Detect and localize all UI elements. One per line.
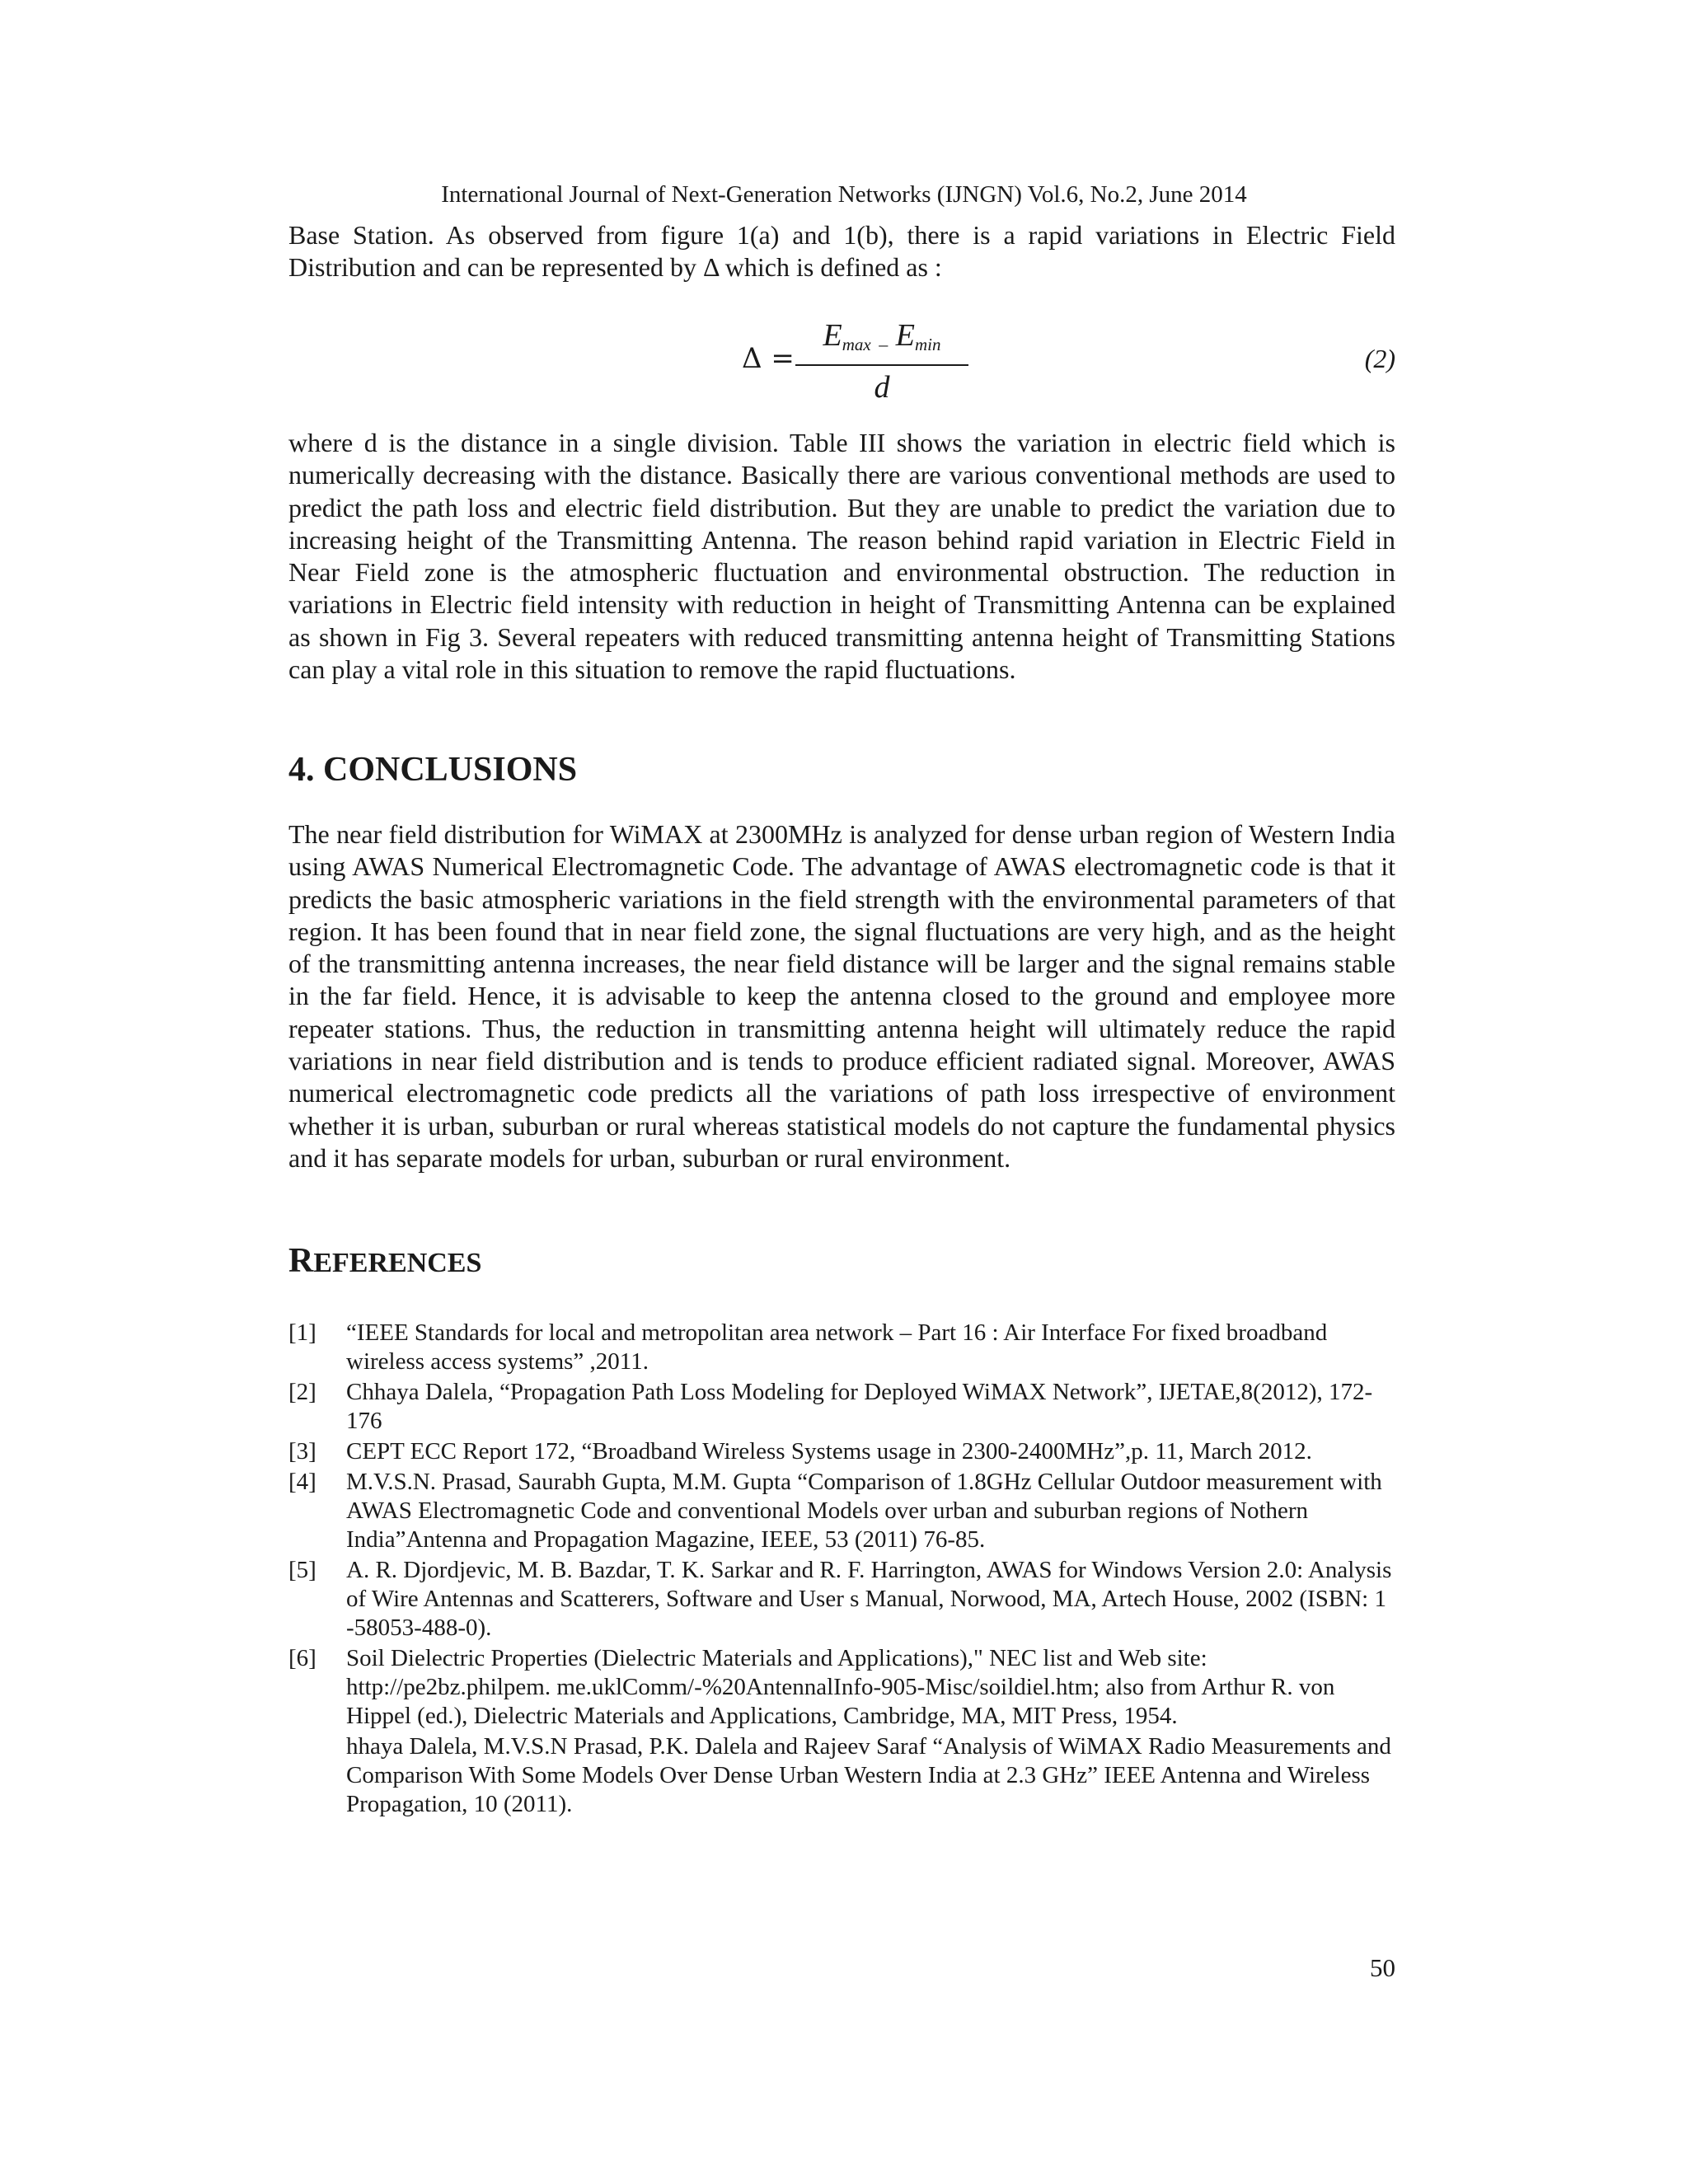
equation-e-min: E bbox=[895, 318, 915, 353]
reference-item bbox=[288, 1556, 1395, 1643]
reference-text: M.V.S.N. Prasad, Saurabh Gupta, M.M. Gupta “Comparison of 1.8GHz Cellular Outdoor measurement with AWAS Electromagnetic Code and conventional Models over urban and suburban regions of Nothern India”Antenna and Propagation Magazine, IEEE, 53 (2011) 76-85. bbox=[346, 1469, 1382, 1553]
equation-fraction-bar bbox=[795, 364, 968, 366]
reference-text: Soil Dielectric Properties (Dielectric Materials and Applications)," NEC list and Web site: http://pe2bz.philpem. me.uklComm/-%20AntennalInfo-905-Misc/soildiel.htm; also from Arthur R. von Hippel (ed.), Dielectric Materials and Applications, Cambridge, MA, MIT Press, 1954. bbox=[346, 1645, 1335, 1729]
reference-item bbox=[288, 1378, 1395, 1436]
equation-number: (2) bbox=[1364, 344, 1395, 373]
where-paragraph: where d is the distance in a single division. Table III shows the variation in electric field which is numerically decreasing with the distance. Basically there are various conventional methods are used to predict the path loss and electric field distribution. But they are unable to predict the variation due to increasing height of the Transmitting Antenna. The reason behind rapid variation in Electric Field in Near Field zone is the atmospheric fluctuation and environmental obstruction. The reduction in variations in Electric field intensity with reduction in height of Transmitting Antenna can be explained as shown in Fig 3. Several repeaters with reduced transmitting antenna height of Transmitting Stations can play a vital role in this situation to remove the rapid fluctuations. bbox=[288, 428, 1395, 685]
equation-sub-max: max bbox=[842, 335, 871, 354]
reference-number: [6] bbox=[288, 1645, 316, 1671]
references-list bbox=[288, 1319, 1395, 1819]
equation-denominator: d bbox=[874, 370, 890, 405]
page-number: 50 bbox=[1370, 1953, 1395, 1982]
equation-minus: – bbox=[879, 334, 889, 354]
reference-text: “IEEE Standards for local and metropolitan area network – Part 16 : Air Interface For fixed broadband wireless access systems” ,2011. bbox=[346, 1319, 1328, 1375]
equation-e-max: E bbox=[823, 318, 842, 353]
reference-continuation: hhaya Dalela, M.V.S.N Prasad, P.K. Dalela and Rajeev Saraf “Analysis of WiMAX Radio Measurements and Comparison With Some Models Over Dense Urban Western India at 2.3 GHz” IEEE Antenna and Wireless Propagation, 10 (2011). bbox=[346, 1733, 1391, 1817]
conclusions-heading: 4. CONCLUSIONS bbox=[288, 751, 578, 789]
equation-fraction bbox=[795, 317, 968, 404]
references-heading-initial: R bbox=[288, 1242, 314, 1280]
equation-2 bbox=[288, 317, 1395, 408]
intro-paragraph: Base Station. As observed from figure 1(a) and 1(b), there is a rapid variations in Electric Field Distribution and can be represented by Δ which is defined as : bbox=[288, 220, 1395, 283]
reference-number: [5] bbox=[288, 1557, 316, 1583]
reference-number: [2] bbox=[288, 1379, 316, 1405]
references-heading bbox=[288, 1241, 481, 1281]
reference-item bbox=[288, 1319, 1395, 1376]
equation-numerator bbox=[795, 317, 968, 363]
equation-sub-min: min bbox=[914, 335, 941, 354]
reference-number: [1] bbox=[288, 1319, 316, 1346]
reference-text: CEPT ECC Report 172, “Broadband Wireless Systems usage in 2300-2400MHz”,p. 11, March 2012. bbox=[346, 1438, 1312, 1465]
reference-number: [3] bbox=[288, 1438, 316, 1465]
reference-text: A. R. Djordjevic, M. B. Bazdar, T. K. Sarkar and R. F. Harrington, AWAS for Windows Version 2.0: Analysis of Wire Antennas and Scatterers, Software and User s Manual, Norwood, MA, Artech House, 2002 (ISBN: 1 -58053-488-0). bbox=[346, 1557, 1392, 1641]
equation-lhs: Δ = bbox=[742, 342, 795, 375]
conclusions-paragraph: The near field distribution for WiMAX at 2300MHz is analyzed for dense urban region of Western India using AWAS Numerical Electromagnetic Code. The advantage of AWAS electromagnetic code is that it predicts the basic atmospheric variations in the field strength with the environmental parameters of that region. It has been found that in near field zone, the signal fluctuations are very high, and as the height of the transmitting antenna increases, the near field distance will be larger and the signal remains stable in the far field. Hence, it is advisable to keep the antenna closed to the ground and employee more repeater stations. Thus, the reduction in transmitting antenna height will ultimately reduce the rapid variations in near field distribution and is tends to produce efficient radiated signal. Moreover, AWAS numerical electromagnetic code predicts all the variations of path loss irrespective of environment whether it is urban, suburban or rural whereas statistical models do not capture the fundamental physics and it has separate models for urban, suburban or rural environment. bbox=[288, 819, 1395, 1173]
reference-item bbox=[288, 1437, 1395, 1466]
reference-number: [4] bbox=[288, 1469, 316, 1495]
running-head: International Journal of Next-Generation Networks (IJNGN) Vol.6, No.2, June 2014 bbox=[441, 181, 1247, 208]
reference-item bbox=[288, 1468, 1395, 1554]
references-heading-rest: EFERENCES bbox=[313, 1248, 482, 1278]
reference-text: Chhaya Dalela, “Propagation Path Loss Modeling for Deployed WiMAX Network”, IJETAE,8(2012), 172-176 bbox=[346, 1379, 1373, 1434]
reference-item bbox=[288, 1644, 1395, 1731]
